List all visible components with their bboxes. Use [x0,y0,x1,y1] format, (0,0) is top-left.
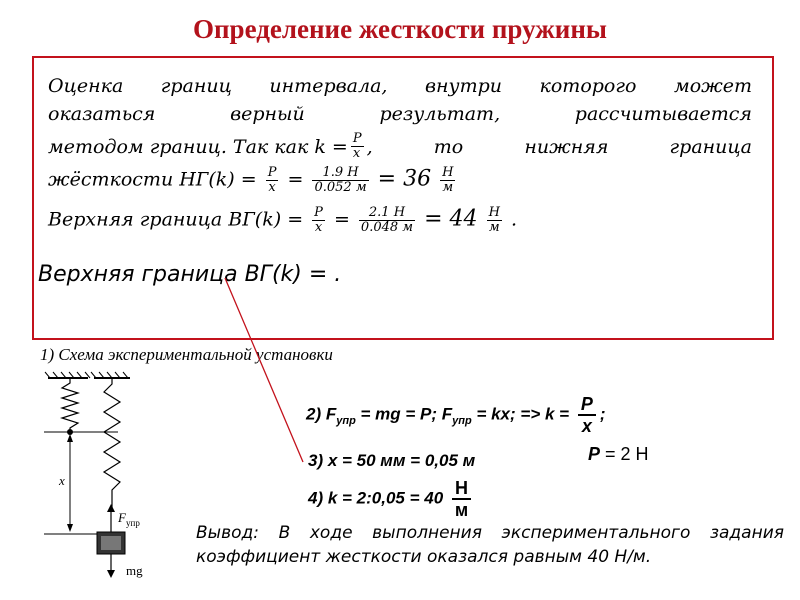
upper-end: . [510,208,518,231]
upper-frac2-num: 2.1 Н [359,206,415,221]
connector-line [225,278,303,462]
lower-unit-num: Н [442,165,454,180]
line3-frac-num: P [352,131,362,146]
eq4-unit [452,478,471,520]
eq2-frac-num: P [578,394,596,416]
line3-prefix: методом границ. Так как k = [48,135,348,158]
ceiling-left [45,372,90,378]
spring-stretched [104,378,120,510]
lower-frac1-num: P [267,165,277,180]
overlay-line-1: Оценка границ интервала, внутри которого может [48,75,752,97]
eq2-sub2: упр [452,414,472,427]
lower-frac1-den: x [268,180,276,195]
schema-label: 1) Схема экспериментальной установки [40,345,333,364]
eq2-mid2: = kx; => k = [471,404,570,424]
x-label: x [59,473,65,488]
f-label: F [118,510,126,525]
line3-suffix: , то нижняя граница [366,135,752,158]
x-dimension-arrow [67,434,73,532]
f-sub-label: упр [126,518,140,528]
lower-prefix: жёсткости НГ(k) = [48,168,257,191]
upper-frac1-den: x [314,220,323,235]
equation-3: 3) x = 50 мм = 0,05 м [308,451,476,470]
conclusion-text: Вывод: В ходе выполнения экспериментального задания коэффициент жесткости оказался равным 40 Н/м. [196,523,784,567]
lower-frac2-den: 0.052 м [314,180,367,195]
eq4-unit-den: м [454,500,469,520]
eq4-unit-num: Н [452,478,471,500]
lower-frac2-num: 1.9 Н [312,166,368,181]
lower-unit-den: м [442,180,454,195]
p-label: P [588,444,601,464]
line3-frac-den: x [352,146,361,161]
equation-4 [308,478,475,520]
upper-frac2-den: 0.048 м [360,220,414,235]
eq2-frac-den: x [581,416,592,436]
eq2-prefix: 2) F [306,404,337,424]
upper-bound-text: Верхняя граница ВГ(k) = . [38,262,342,287]
eq2-sub1: упр [336,414,356,427]
eq4-prefix: 4) k = 2:0,05 = 40 [308,488,444,508]
equation-2 [306,394,606,436]
spring-relaxed [62,378,78,432]
upper-unit-num: Н [488,205,500,220]
eq2-end: ; [599,404,606,424]
upper-frac1-num: P [314,205,323,220]
overlay-line-2: оказаться верный результат, рассчитывается [48,103,752,125]
eq2-fraction [578,394,596,436]
weight-block-inner [101,536,121,550]
ceiling-right [91,372,130,378]
upper-eq1: = [333,208,350,231]
lower-eq2: = 36 [377,166,432,192]
lower-eq1: = [287,168,304,191]
eq2-mid1: = mg = P; F [355,404,453,424]
p-value [588,444,649,465]
upper-prefix: Верхняя граница ВГ(k) = [48,208,304,231]
force-arrow-up [107,504,115,532]
upper-eq2: = 44 [424,206,478,232]
upper-unit-den: м [488,220,500,235]
p-value-text: = 2 Н [600,444,649,464]
gravity-arrow-down [107,554,115,578]
mg-label: mg [126,563,143,578]
slide-title: Определение жесткости пружины [193,14,607,44]
